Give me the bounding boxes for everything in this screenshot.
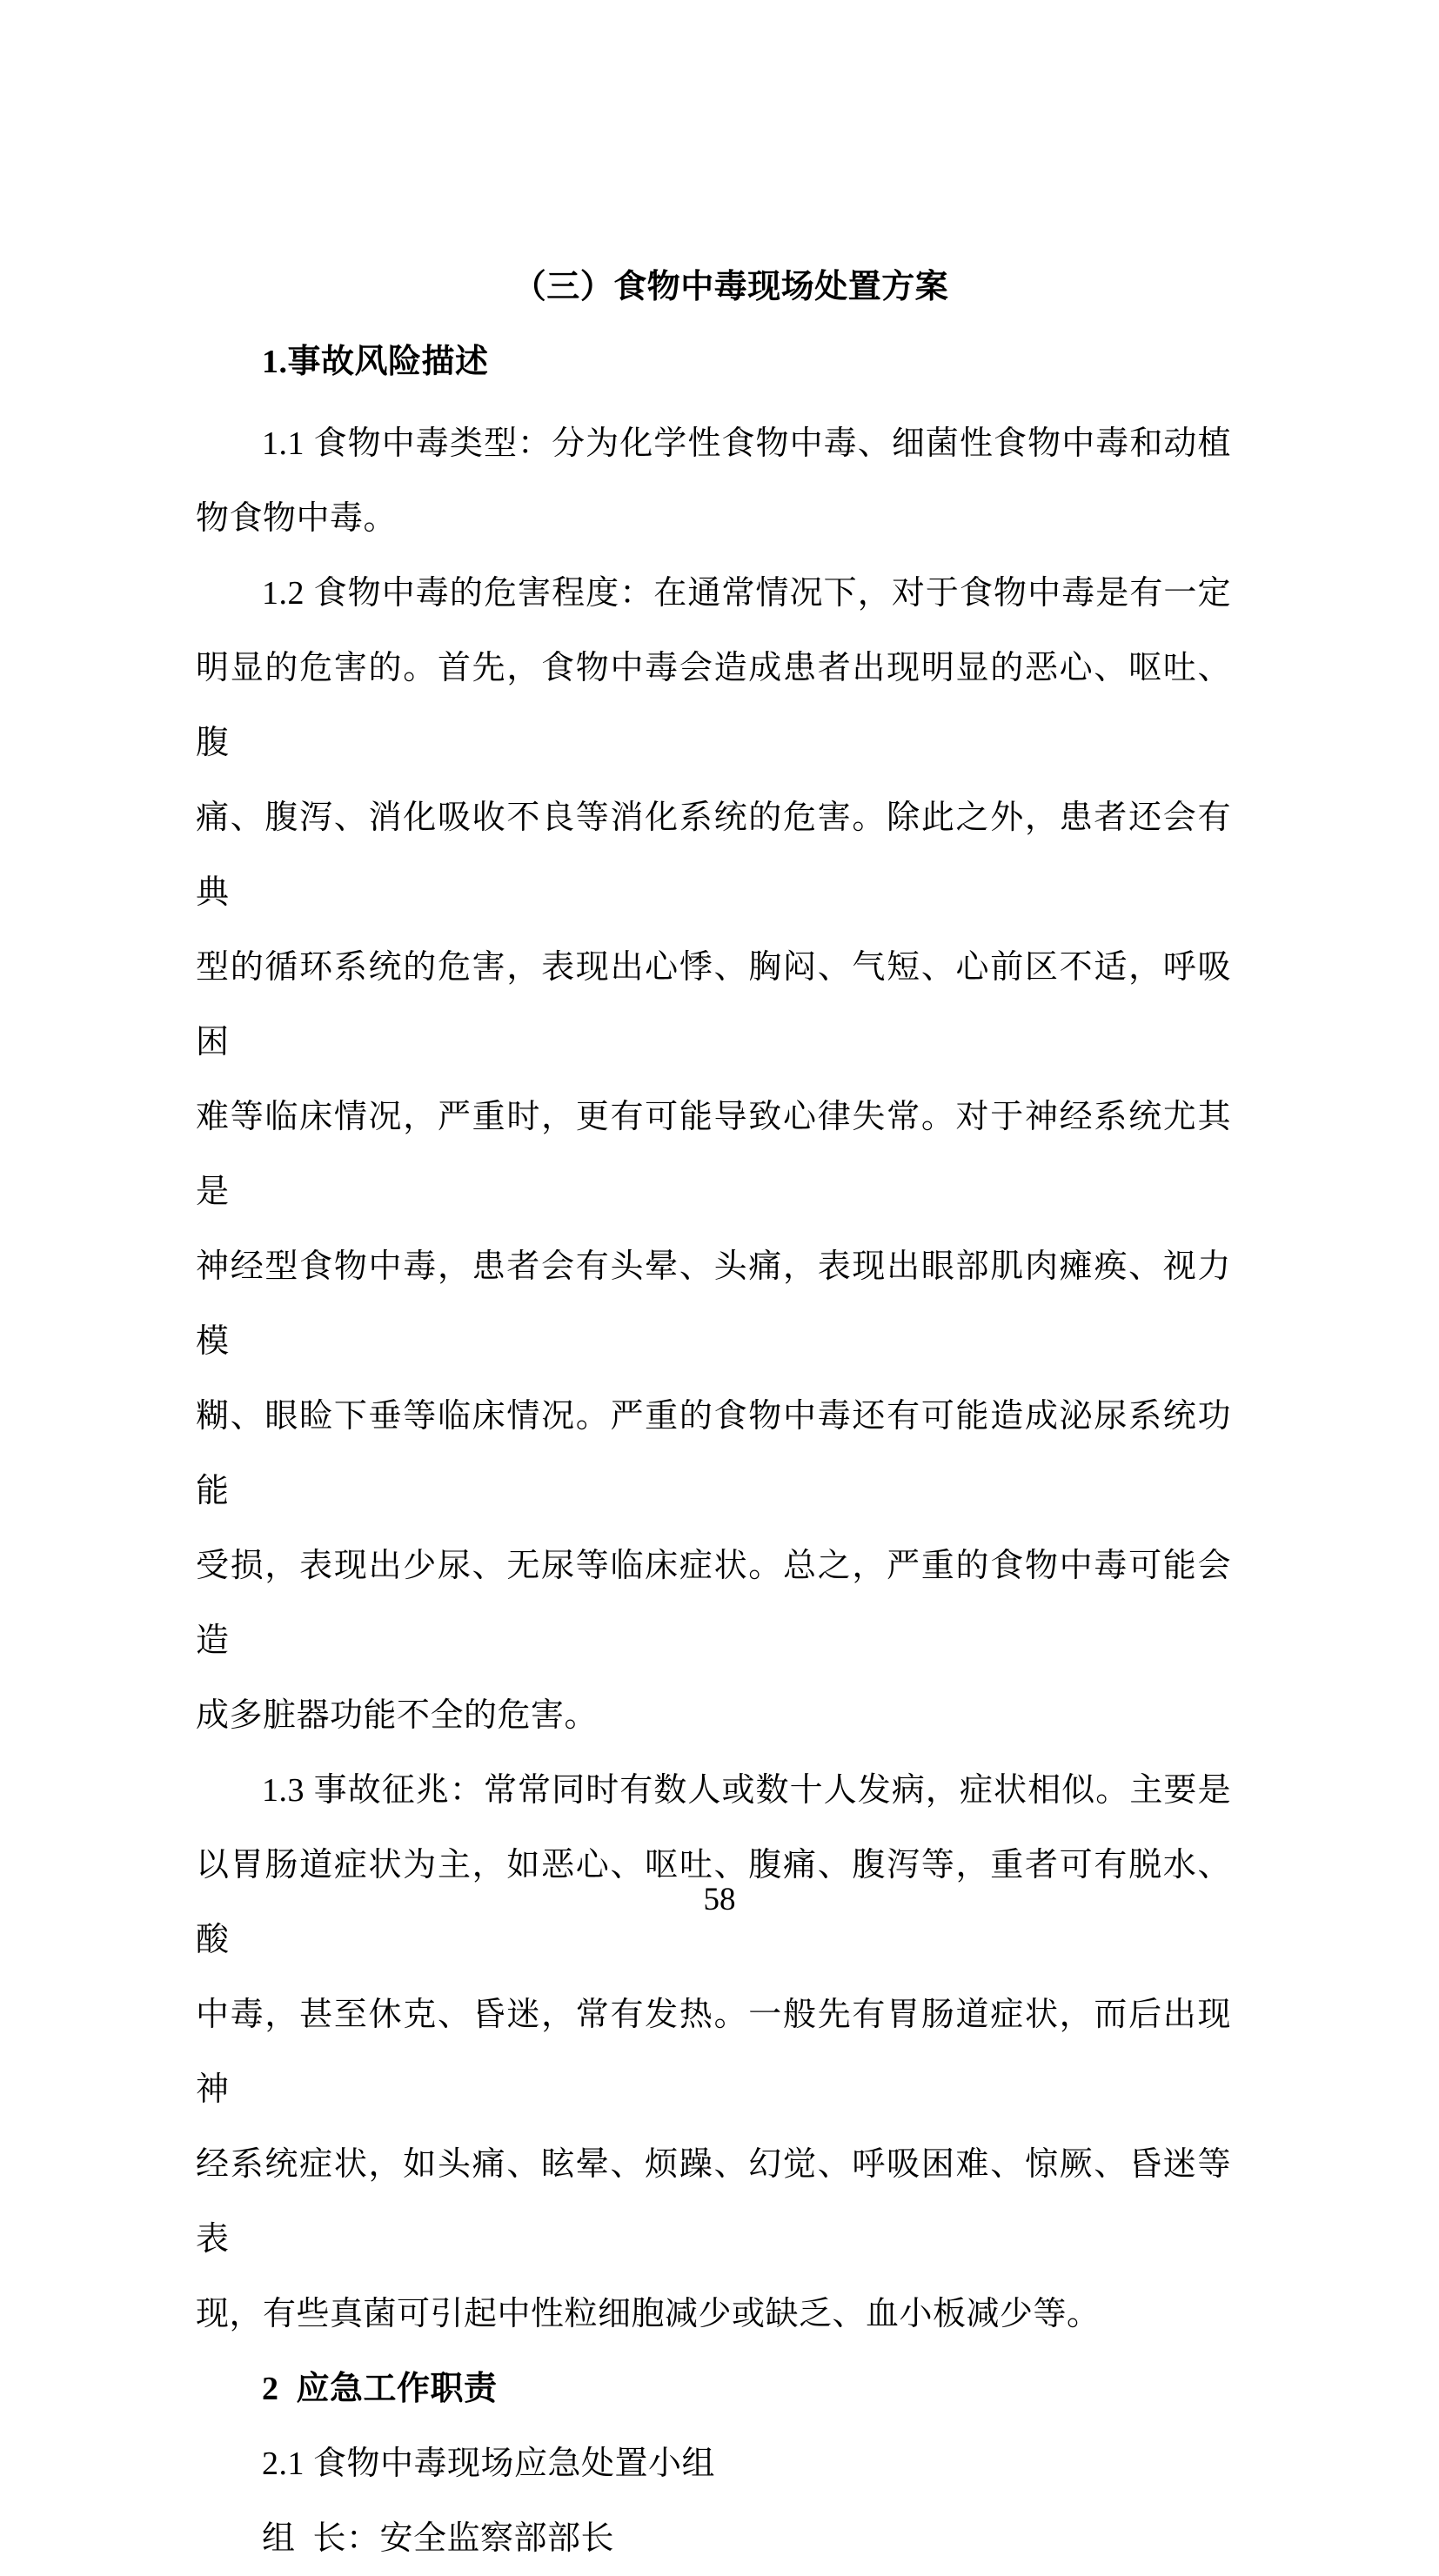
body-line: 中毒，甚至休克、昏迷，常有发热。一般先有胃肠道症状，而后出现神 (196, 1997, 1231, 2108)
body-line: 1.3 事故征兆：常常同时有数人或数十人发病，症状相似。主要是 (262, 1772, 1231, 1809)
body-line: 经系统症状，如头痛、眩晕、烦躁、幻觉、呼吸困难、惊厥、昏迷等表 (196, 2146, 1231, 2258)
heading-emergency-duties: 2 应急工作职责 (262, 2371, 498, 2407)
document-title: （三）食物中毒现场处置方案 (512, 269, 949, 305)
body-line: 现，有些真菌可引起中性粒细胞减少或缺乏、血小板减少等。 (196, 2296, 1101, 2332)
body-line: 型的循环系统的危害，表现出心悸、胸闷、气短、心前区不适，呼吸困 (196, 949, 1231, 1061)
body-line: 1.2 食物中毒的危害程度：在通常情况下，对于食物中毒是有一定 (262, 575, 1231, 612)
body-line: 成多脏器功能不全的危害。 (196, 1697, 599, 1734)
body-line: 糊、眼睑下垂等临床情况。严重的食物中毒还有可能造成泌尿系统功能 (196, 1398, 1231, 1509)
body-line: 明显的危害的。首先，食物中毒会造成患者出现明显的恶心、呕吐、腹 (196, 650, 1231, 761)
document-content (196, 250, 1231, 2576)
page-number: 58 (703, 1882, 736, 1917)
body-line: 2.1 食物中毒现场应急处置小组 (262, 2446, 716, 2482)
body-line: 神经型食物中毒，患者会有头晕、头痛，表现出眼部肌肉瘫痪、视力模 (196, 1248, 1231, 1360)
heading-risk-description: 1.事故风险描述 (262, 344, 489, 380)
body-line: 难等临床情况，严重时，更有可能导致心律失常。对于神经系统尤其是 (196, 1099, 1231, 1210)
body-line: 物食物中毒。 (196, 500, 398, 537)
body-line: 1.1 食物中毒类型：分为化学性食物中毒、细菌性食物中毒和动植 (262, 425, 1231, 462)
body-line: 受损，表现出少尿、无尿等临床症状。总之，严重的食物中毒可能会造 (196, 1548, 1231, 1659)
body-line: 组 长：安全监察部部长 (262, 2520, 615, 2557)
body-line: 痛、腹泻、消化吸收不良等消化系统的危害。除此之外，患者还会有典 (196, 800, 1231, 911)
body-line: 以胃肠道症状为主，如恶心、呕吐、腹痛、腹泻等，重者可有脱水、酸 (196, 1847, 1231, 1958)
